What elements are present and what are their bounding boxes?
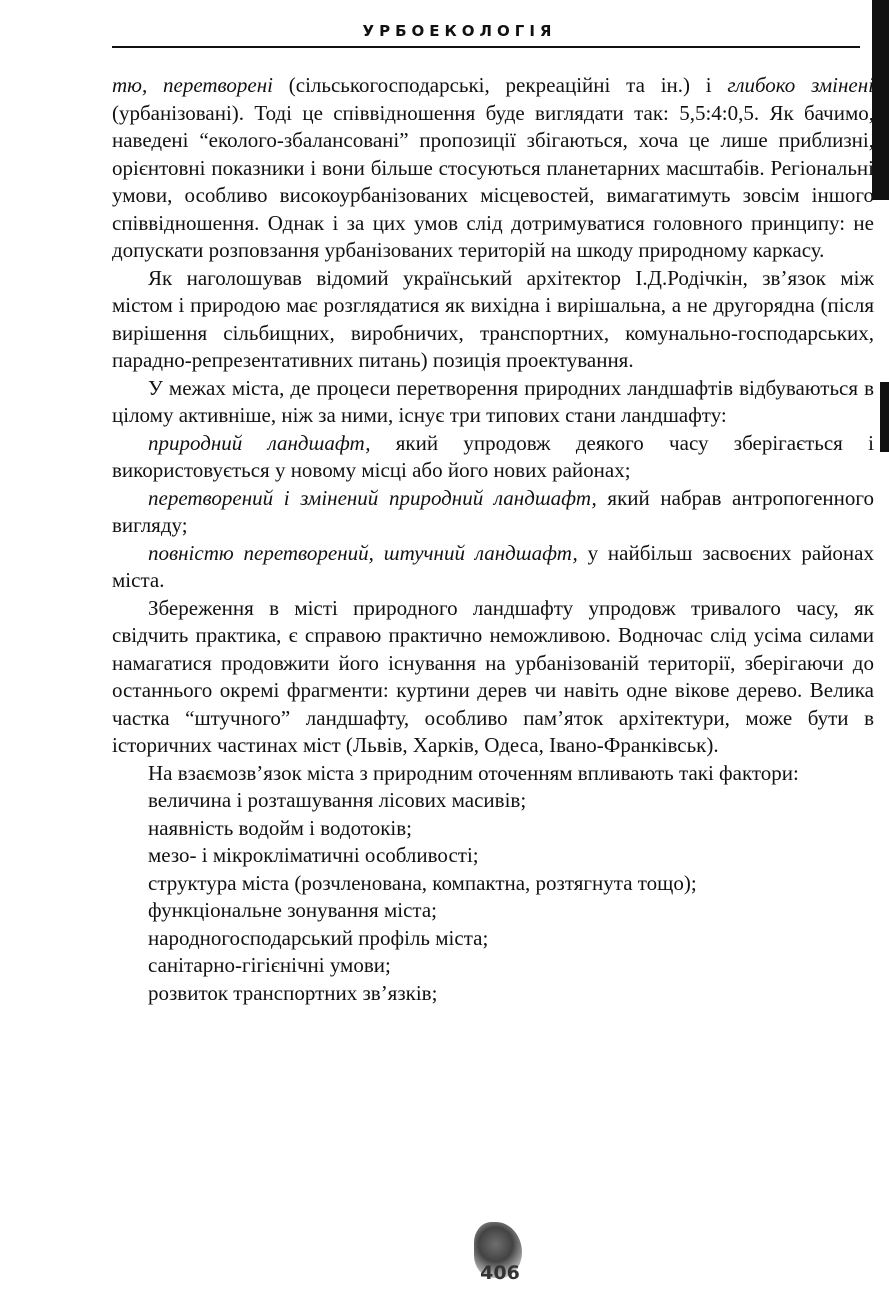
italic-term: тю, перетворені bbox=[112, 73, 273, 97]
paragraph-text: у найбільш засвоєних районах міста. bbox=[112, 540, 874, 592]
paragraph bbox=[112, 72, 874, 265]
paragraph: На взаємозв’язок міста з природним оточенням впливають такі фактори: bbox=[148, 760, 799, 785]
italic-term: природний ландшафт, bbox=[148, 430, 371, 455]
header-rule bbox=[112, 46, 860, 48]
paragraph-text: (урбанізовані). Тоді це співвідношення буде виглядати так: 5,5:4:0,5. Як бачимо, наведені “еколого-збалансовані” пропозиції збігаються, хоча це лише приблизні, орієнтовні показники і вони більше стосуються планетарних масштабів. Регіональні умови, особливо високоурбанізованих місцевостей, вимагатимуть зовсім іншого співвідношення. Однак і за цих умов слід дотримуватися головного принципу: не допускати розповзання урбанізованих територій на шкоду природному каркасу. bbox=[112, 100, 874, 262]
list-item: санітарно-гігієнічні умови; bbox=[148, 953, 391, 977]
paragraph bbox=[112, 485, 874, 540]
paragraph bbox=[112, 540, 874, 595]
page-number: 406 bbox=[480, 1262, 520, 1284]
paragraph bbox=[112, 430, 874, 485]
list-item: функціональне зонування міста; bbox=[148, 898, 437, 922]
paragraph-text: який упродовж деякого часу зберігається і використовується у новому місці або його нових районах; bbox=[112, 430, 874, 482]
italic-term: глибоко змінені bbox=[727, 73, 874, 97]
paragraph: Як наголошував відомий український архітектор І.Д.Родічкін, зв’язок між містом і природою має розглядатися як вихідна і вирішальна, а не другорядна (після вирішення сільбищних, виробничих, транспортних, комунально-господарських, парадно-репрезентативних питань) позиція проектування. bbox=[112, 265, 874, 372]
list-item: народногосподарський профіль міста; bbox=[148, 925, 489, 950]
list-item: наявність водойм і водотоків; bbox=[148, 815, 413, 840]
list-item: величина і розташування лісових масивів; bbox=[148, 788, 527, 812]
body-text bbox=[112, 72, 874, 1007]
paragraph: Збереження в місті природного ландшафту упродовж тривалого часу, як свідчить практика, є справою практично неможливою. Водночас слід усіма силами намагатися продовжити його існування на урбанізованій території, зберігаючи до останнього окремі фрагменти: куртини дерев чи навіть одне вікове дерево. Велика частка “штучного” ландшафту, особливо пам’яток архітектури, може бути в історичних частинах міст (Львів, Харків, Одеса, Івано-Франківськ). bbox=[112, 595, 874, 757]
list-item: розвиток транспортних зв’язків; bbox=[148, 980, 438, 1005]
paragraph-text: який набрав антропогенного вигляду; bbox=[112, 485, 874, 537]
italic-term: перетворений і змінений природний ландшафт, bbox=[148, 485, 597, 510]
running-head-title: УРБОЕКОЛОГІЯ bbox=[362, 22, 557, 40]
page-edge-thumb-mark bbox=[880, 382, 889, 452]
list-item: структура міста (розчленована, компактна, розтягнута тощо); bbox=[148, 870, 697, 895]
list-item: мезо- і мікрокліматичні особливості; bbox=[148, 843, 479, 867]
italic-term: повністю перетворений, штучний ландшафт, bbox=[148, 540, 578, 565]
paragraph: У межах міста, де процеси перетворення природних ландшафтів відбуваються в цілому активніше, ніж за ними, існує три типових стани ландшафту: bbox=[112, 375, 874, 427]
paragraph-text: (сільськогосподарські, рекреаційні та ін.) і bbox=[272, 73, 728, 97]
